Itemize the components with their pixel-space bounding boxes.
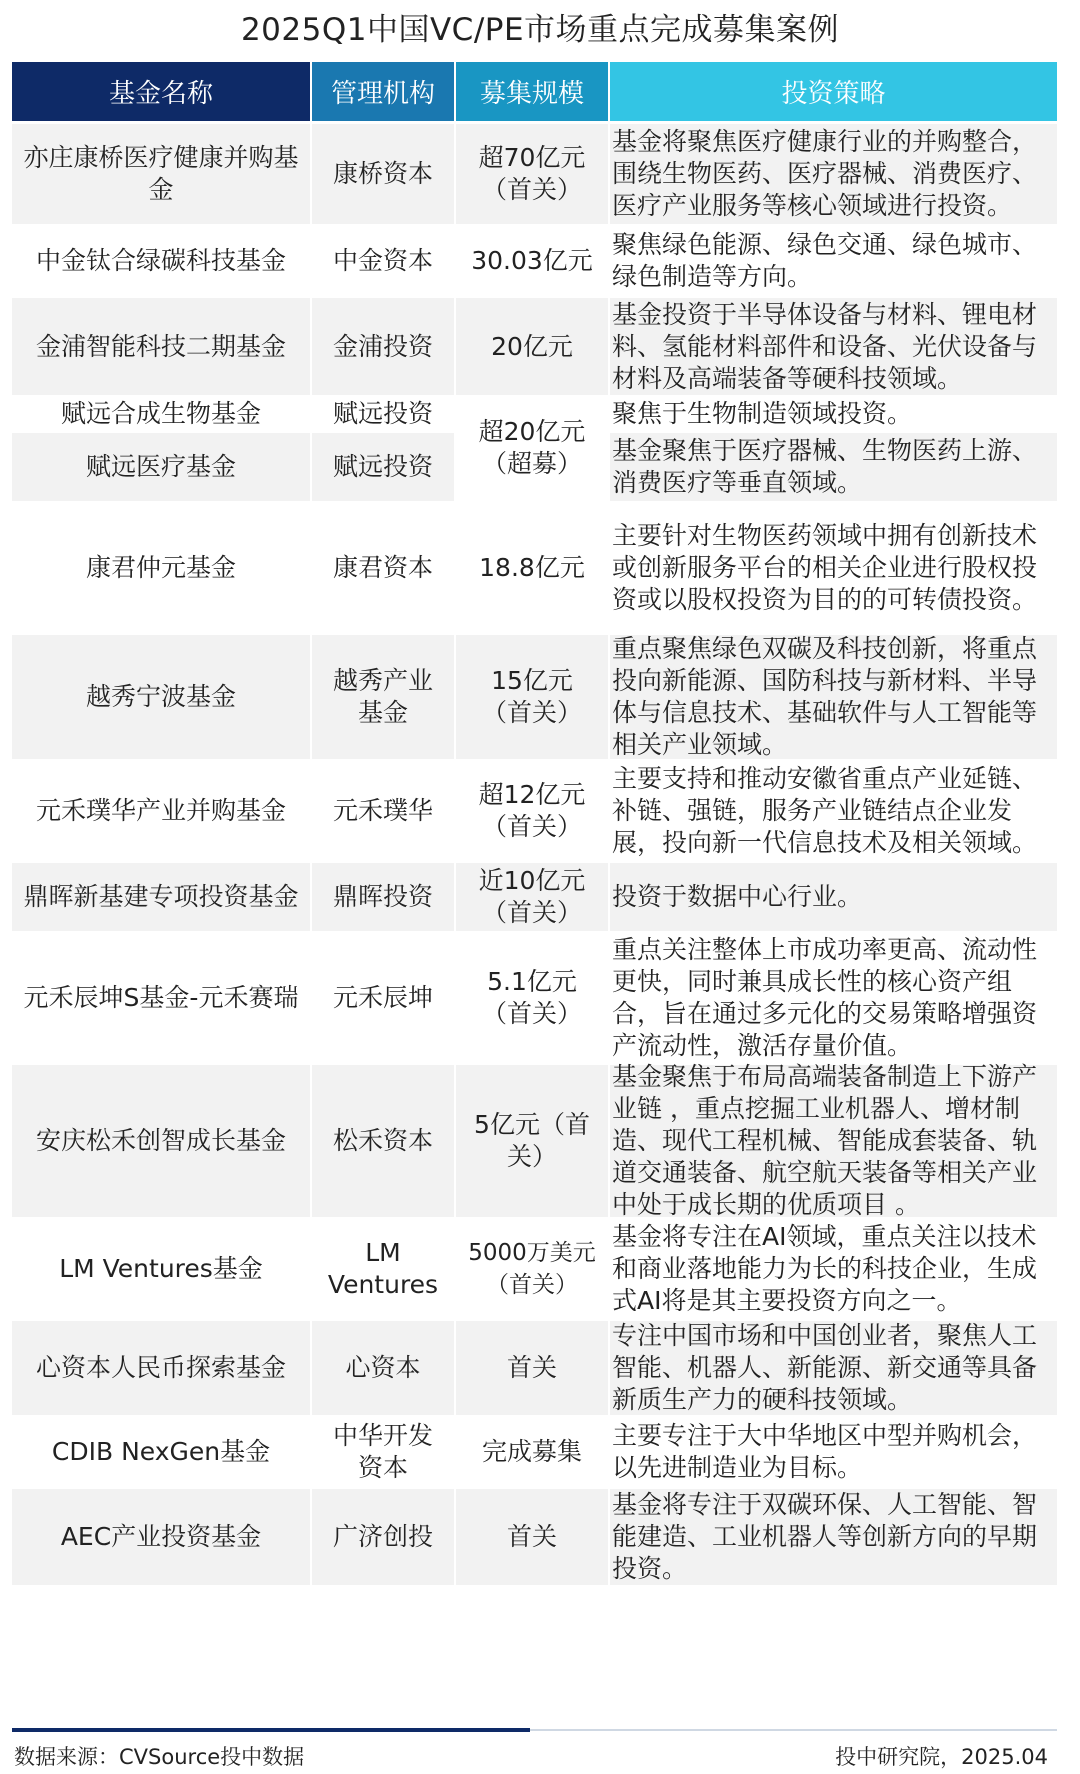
table-row bbox=[12, 124, 1057, 224]
fund-manager: 赋远投资 bbox=[312, 433, 456, 501]
fund-size: 首关 bbox=[456, 1321, 610, 1415]
fund-size: 首关 bbox=[456, 1489, 610, 1585]
table-row bbox=[12, 298, 1057, 395]
fund-name: 中金钛合绿碳科技基金 bbox=[12, 229, 312, 293]
footer-divider-dark bbox=[12, 1728, 530, 1732]
fund-strategy: 重点关注整体上市成功率更高、流动性更快，同时兼具成长性的核心资产组合，旨在通过多元化的交易策略增强资产流动性，激活存量价值。 bbox=[612, 935, 1038, 1060]
fund-manager: 松禾资本 bbox=[312, 1065, 456, 1217]
fund-name: 金浦智能科技二期基金 bbox=[12, 298, 312, 395]
fund-name: 安庆松禾创智成长基金 bbox=[12, 1065, 312, 1217]
fund-strategy: 基金将专注在AI领域，重点关注以技术和商业落地能力为长的科技企业，生成式AI将是其主要投资方向之一。 bbox=[612, 1222, 1038, 1315]
header-size: 募集规模 bbox=[456, 62, 610, 121]
fund-name: 亦庄康桥医疗健康并购基金 bbox=[12, 124, 312, 224]
fund-manager: 心资本 bbox=[312, 1321, 456, 1415]
credit-date: 投中研究院，2025.04 bbox=[835, 1745, 1048, 1769]
fund-size: 超70亿元（首关） bbox=[456, 124, 610, 224]
fund-strategy: 基金将聚焦医疗健康行业的并购整合，围绕生物医药、医疗器械、消费医疗、医疗产业服务等核心领域进行投资。 bbox=[610, 124, 1057, 224]
table-row bbox=[12, 1489, 1057, 1585]
fund-manager: 金浦投资 bbox=[312, 298, 456, 395]
header-manager: 管理机构 bbox=[312, 62, 456, 121]
fund-name: LM Ventures基金 bbox=[12, 1222, 312, 1316]
fund-name: 鼎晖新基建专项投资基金 bbox=[12, 863, 312, 931]
fund-size: 5.1亿元（首关） bbox=[456, 936, 610, 1060]
footer-divider-light bbox=[530, 1729, 1057, 1731]
fund-manager: 赋远投资 bbox=[312, 395, 456, 433]
table-row bbox=[12, 1321, 1057, 1415]
fund-strategy: 主要针对生物医药领域中拥有创新技术或创新服务平台的相关企业进行股权投资或以股权投资为目的的可转债投资。 bbox=[612, 521, 1038, 614]
merged-fund-size: 超20亿元（超募） bbox=[456, 395, 610, 501]
fund-manager: 中金资本 bbox=[312, 229, 456, 293]
fund-strategy: 主要支持和推动安徽省重点产业延链、补链、强链，服务产业链结点企业发展，投向新一代信息技术及相关领域。 bbox=[612, 764, 1038, 857]
fund-name: CDIB NexGen基金 bbox=[12, 1420, 312, 1484]
fund-manager: 元禾璞华 bbox=[312, 764, 456, 858]
data-source: 数据来源：CVSource投中数据 bbox=[14, 1745, 305, 1769]
table-row bbox=[12, 635, 1057, 759]
table-row bbox=[12, 229, 1057, 293]
fund-name: 赋远医疗基金 bbox=[12, 433, 312, 501]
fund-size: 5亿元（首关） bbox=[456, 1065, 610, 1217]
header-strategy: 投资策略 bbox=[610, 62, 1057, 121]
table-row bbox=[12, 863, 1057, 931]
table-row bbox=[12, 764, 1057, 858]
fund-strategy: 基金聚焦于布局高端装备制造上下游产业链 ，重点挖掘工业机器人、增材制造、现代工程机械、智能成套装备、轨道交通装备、航空航天装备等相关产业中处于成长期的优质项目 。 bbox=[610, 1065, 1057, 1217]
fund-manager: 鼎晖投资 bbox=[312, 863, 456, 931]
fund-manager: LM Ventures bbox=[312, 1222, 456, 1316]
fund-strategy: 重点聚焦绿色双碳及科技创新，将重点投向新能源、国防科技与新材料、半导体与信息技术、基础软件与人工智能等相关产业领域。 bbox=[610, 635, 1057, 759]
fund-manager: 康君资本 bbox=[312, 506, 456, 630]
fund-strategy: 基金投资于半导体设备与材料、锂电材料、氢能材料部件和设备、光伏设备与材料及高端装备等硬科技领域。 bbox=[610, 298, 1057, 395]
fund-name: AEC产业投资基金 bbox=[12, 1489, 312, 1585]
fund-name: 元禾璞华产业并购基金 bbox=[12, 764, 312, 858]
fund-manager: 元禾辰坤 bbox=[312, 936, 456, 1060]
fund-manager: 越秀产业基金 bbox=[312, 635, 456, 759]
header-fund-name: 基金名称 bbox=[12, 62, 312, 121]
table-header bbox=[12, 62, 1057, 121]
fund-size: 5000万美元（首关） bbox=[456, 1222, 610, 1316]
fund-strategy: 专注中国市场和中国创业者，聚焦人工智能、机器人、新能源、新交通等具备新质生产力的硬科技领域。 bbox=[610, 1321, 1057, 1415]
fund-size: 20亿元 bbox=[456, 298, 610, 395]
fund-name: 康君仲元基金 bbox=[12, 506, 312, 630]
fund-size: 30.03亿元 bbox=[456, 229, 610, 293]
fund-size: 完成募集 bbox=[456, 1420, 610, 1484]
table-row bbox=[12, 1420, 1057, 1484]
page-title: 2025Q1中国VC/PE市场重点完成募集案例 bbox=[240, 12, 840, 48]
table-row bbox=[12, 506, 1057, 630]
fund-size: 超12亿元（首关） bbox=[456, 764, 610, 858]
fund-strategy: 基金将专注于双碳环保、人工智能、智能建造、工业机器人等创新方向的早期投资。 bbox=[610, 1489, 1057, 1585]
table-row bbox=[12, 1222, 1057, 1316]
fund-manager: 广济创投 bbox=[312, 1489, 456, 1585]
fund-name: 赋远合成生物基金 bbox=[12, 395, 312, 433]
fund-manager: 中华开发资本 bbox=[312, 1420, 456, 1484]
fund-strategy: 投资于数据中心行业。 bbox=[610, 863, 1057, 931]
fund-name: 越秀宁波基金 bbox=[12, 635, 312, 759]
fund-manager: 康桥资本 bbox=[312, 124, 456, 224]
fund-size: 近10亿元（首关） bbox=[456, 863, 610, 931]
fundraising-table bbox=[12, 62, 1057, 1585]
table-row bbox=[12, 1062, 1057, 1219]
fund-strategy: 聚焦于生物制造领域投资。 bbox=[612, 399, 913, 428]
fund-size: 15亿元（首关） bbox=[456, 635, 610, 759]
fund-name: 元禾辰坤S基金-元禾赛瑞 bbox=[12, 936, 312, 1060]
fund-size: 18.8亿元 bbox=[456, 506, 610, 630]
fund-strategy: 基金聚焦于医疗器械、生物医药上游、消费医疗等垂直领域。 bbox=[610, 433, 1057, 501]
fund-strategy: 聚焦绿色能源、绿色交通、绿色城市、绿色制造等方向。 bbox=[612, 230, 1038, 291]
fund-strategy: 主要专注于大中华地区中型并购机会，以先进制造业为目标。 bbox=[612, 1421, 1038, 1482]
fund-name: 心资本人民币探索基金 bbox=[12, 1321, 312, 1415]
table-body bbox=[12, 124, 1057, 1585]
table-row bbox=[12, 936, 1057, 1060]
